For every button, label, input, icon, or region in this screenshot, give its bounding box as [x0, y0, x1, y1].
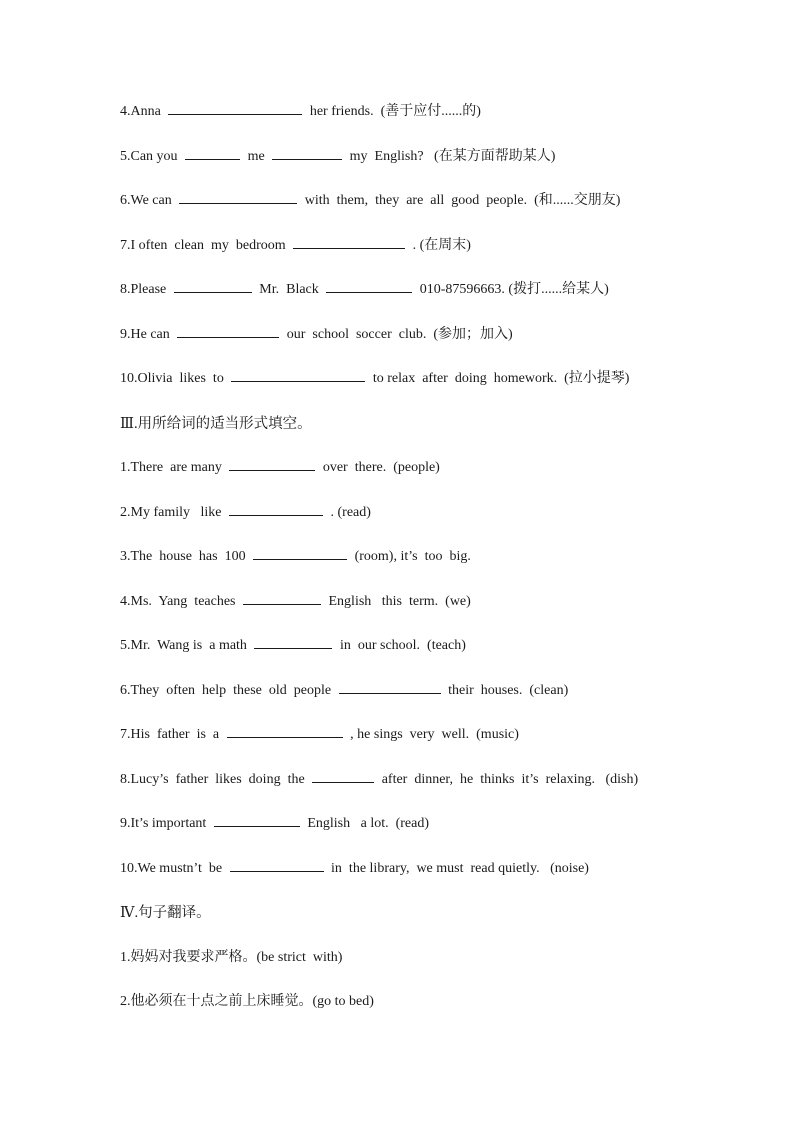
question-text: English a lot. (read) — [307, 816, 430, 831]
question-text: . (在周末) — [412, 237, 471, 253]
section-heading: Ⅳ.句子翻译。 — [120, 905, 211, 921]
question-text: (room), it’s too big. — [354, 549, 471, 564]
answer-blank[interactable] — [326, 278, 412, 293]
question-text: English this term. (we) — [328, 593, 471, 609]
question-text: 5.Can you — [120, 148, 178, 164]
question-text: 9.He can — [120, 326, 170, 342]
question-text: 1.There are many — [120, 460, 222, 475]
answer-blank[interactable] — [339, 679, 441, 694]
question-item — [120, 277, 680, 322]
answer-blank[interactable] — [254, 634, 332, 649]
answer-blank[interactable] — [253, 545, 347, 560]
question-text: to relax after doing homework. (拉小提琴) — [372, 371, 630, 386]
answer-blank[interactable] — [272, 145, 342, 160]
answer-blank[interactable] — [243, 590, 321, 605]
answer-blank[interactable] — [214, 812, 300, 827]
question-text: 7.I often clean my bedroom — [120, 237, 286, 253]
question-text: my English? (在某方面帮助某人) — [349, 148, 556, 164]
question-item — [120, 233, 680, 278]
question-text: 1.妈妈对我要求严格。(be strict with) — [120, 949, 343, 965]
question-text: 4.Anna — [120, 104, 161, 119]
question-item — [120, 633, 680, 678]
question-text: 8.Please — [120, 282, 167, 297]
answer-blank[interactable] — [293, 234, 405, 249]
question-text: 10.We mustn’t be — [120, 860, 223, 876]
question-text: their houses. (clean) — [448, 682, 569, 698]
answer-blank[interactable] — [231, 367, 365, 382]
question-item — [120, 99, 680, 144]
question-item — [120, 455, 680, 500]
question-item — [120, 989, 680, 1034]
question-item — [120, 144, 680, 189]
question-text: 7.His father is a — [120, 727, 220, 742]
question-text: 4.Ms. Yang teaches — [120, 593, 236, 609]
answer-blank[interactable] — [230, 857, 324, 872]
question-text: 9.It’s important — [120, 816, 207, 831]
question-text: 6.They often help these old people — [120, 682, 332, 698]
answer-blank[interactable] — [174, 278, 252, 293]
question-item — [120, 322, 680, 367]
question-item — [120, 811, 680, 856]
section-heading: Ⅲ.用所给词的适当形式填空。 — [120, 415, 312, 432]
question-text: 010-87596663. (拨打......给某人) — [419, 282, 609, 297]
answer-blank[interactable] — [312, 768, 374, 783]
answer-blank[interactable] — [227, 723, 343, 738]
answer-blank[interactable] — [185, 145, 240, 160]
answer-blank[interactable] — [229, 501, 323, 516]
question-item — [120, 678, 680, 723]
answer-blank[interactable] — [177, 323, 279, 338]
question-item — [120, 945, 680, 990]
question-item — [120, 722, 680, 767]
question-text: 2.他必须在十点之前上床睡觉。(go to bed) — [120, 994, 374, 1009]
question-text: 5.Mr. Wang is a math — [120, 638, 247, 653]
question-text: , he sings very well. (music) — [350, 727, 519, 742]
question-text: . (read) — [330, 504, 371, 520]
answer-blank[interactable] — [179, 189, 297, 204]
question-text: in our school. (teach) — [339, 638, 466, 653]
question-text: her friends. (善于应付......的) — [309, 104, 481, 119]
question-text: Mr. Black — [259, 282, 319, 297]
question-text: me — [247, 148, 265, 164]
question-item — [120, 589, 680, 634]
question-item — [120, 767, 680, 812]
answer-blank[interactable] — [168, 100, 302, 115]
question-text: 8.Lucy’s father likes doing the — [120, 771, 305, 787]
question-item — [120, 188, 680, 233]
question-text: over there. (people) — [322, 460, 440, 475]
question-text: 2.My family like — [120, 504, 222, 520]
question-item — [120, 856, 680, 901]
question-text: with them, they are all good people. (和......交朋友) — [304, 193, 621, 208]
question-text: our school soccer club. (参加；加入) — [286, 326, 513, 342]
question-item — [120, 500, 680, 545]
answer-blank[interactable] — [229, 456, 315, 471]
question-text: 6.We can — [120, 193, 172, 208]
question-item — [120, 544, 680, 589]
question-text: in the library, we must read quietly. (noise) — [331, 860, 589, 876]
question-text: 10.Olivia likes to — [120, 371, 224, 386]
worksheet-content — [120, 99, 680, 1034]
question-item — [120, 366, 680, 411]
question-text: 3.The house has 100 — [120, 549, 246, 564]
question-text: after dinner, he thinks it’s relaxing. (dish) — [381, 771, 639, 787]
